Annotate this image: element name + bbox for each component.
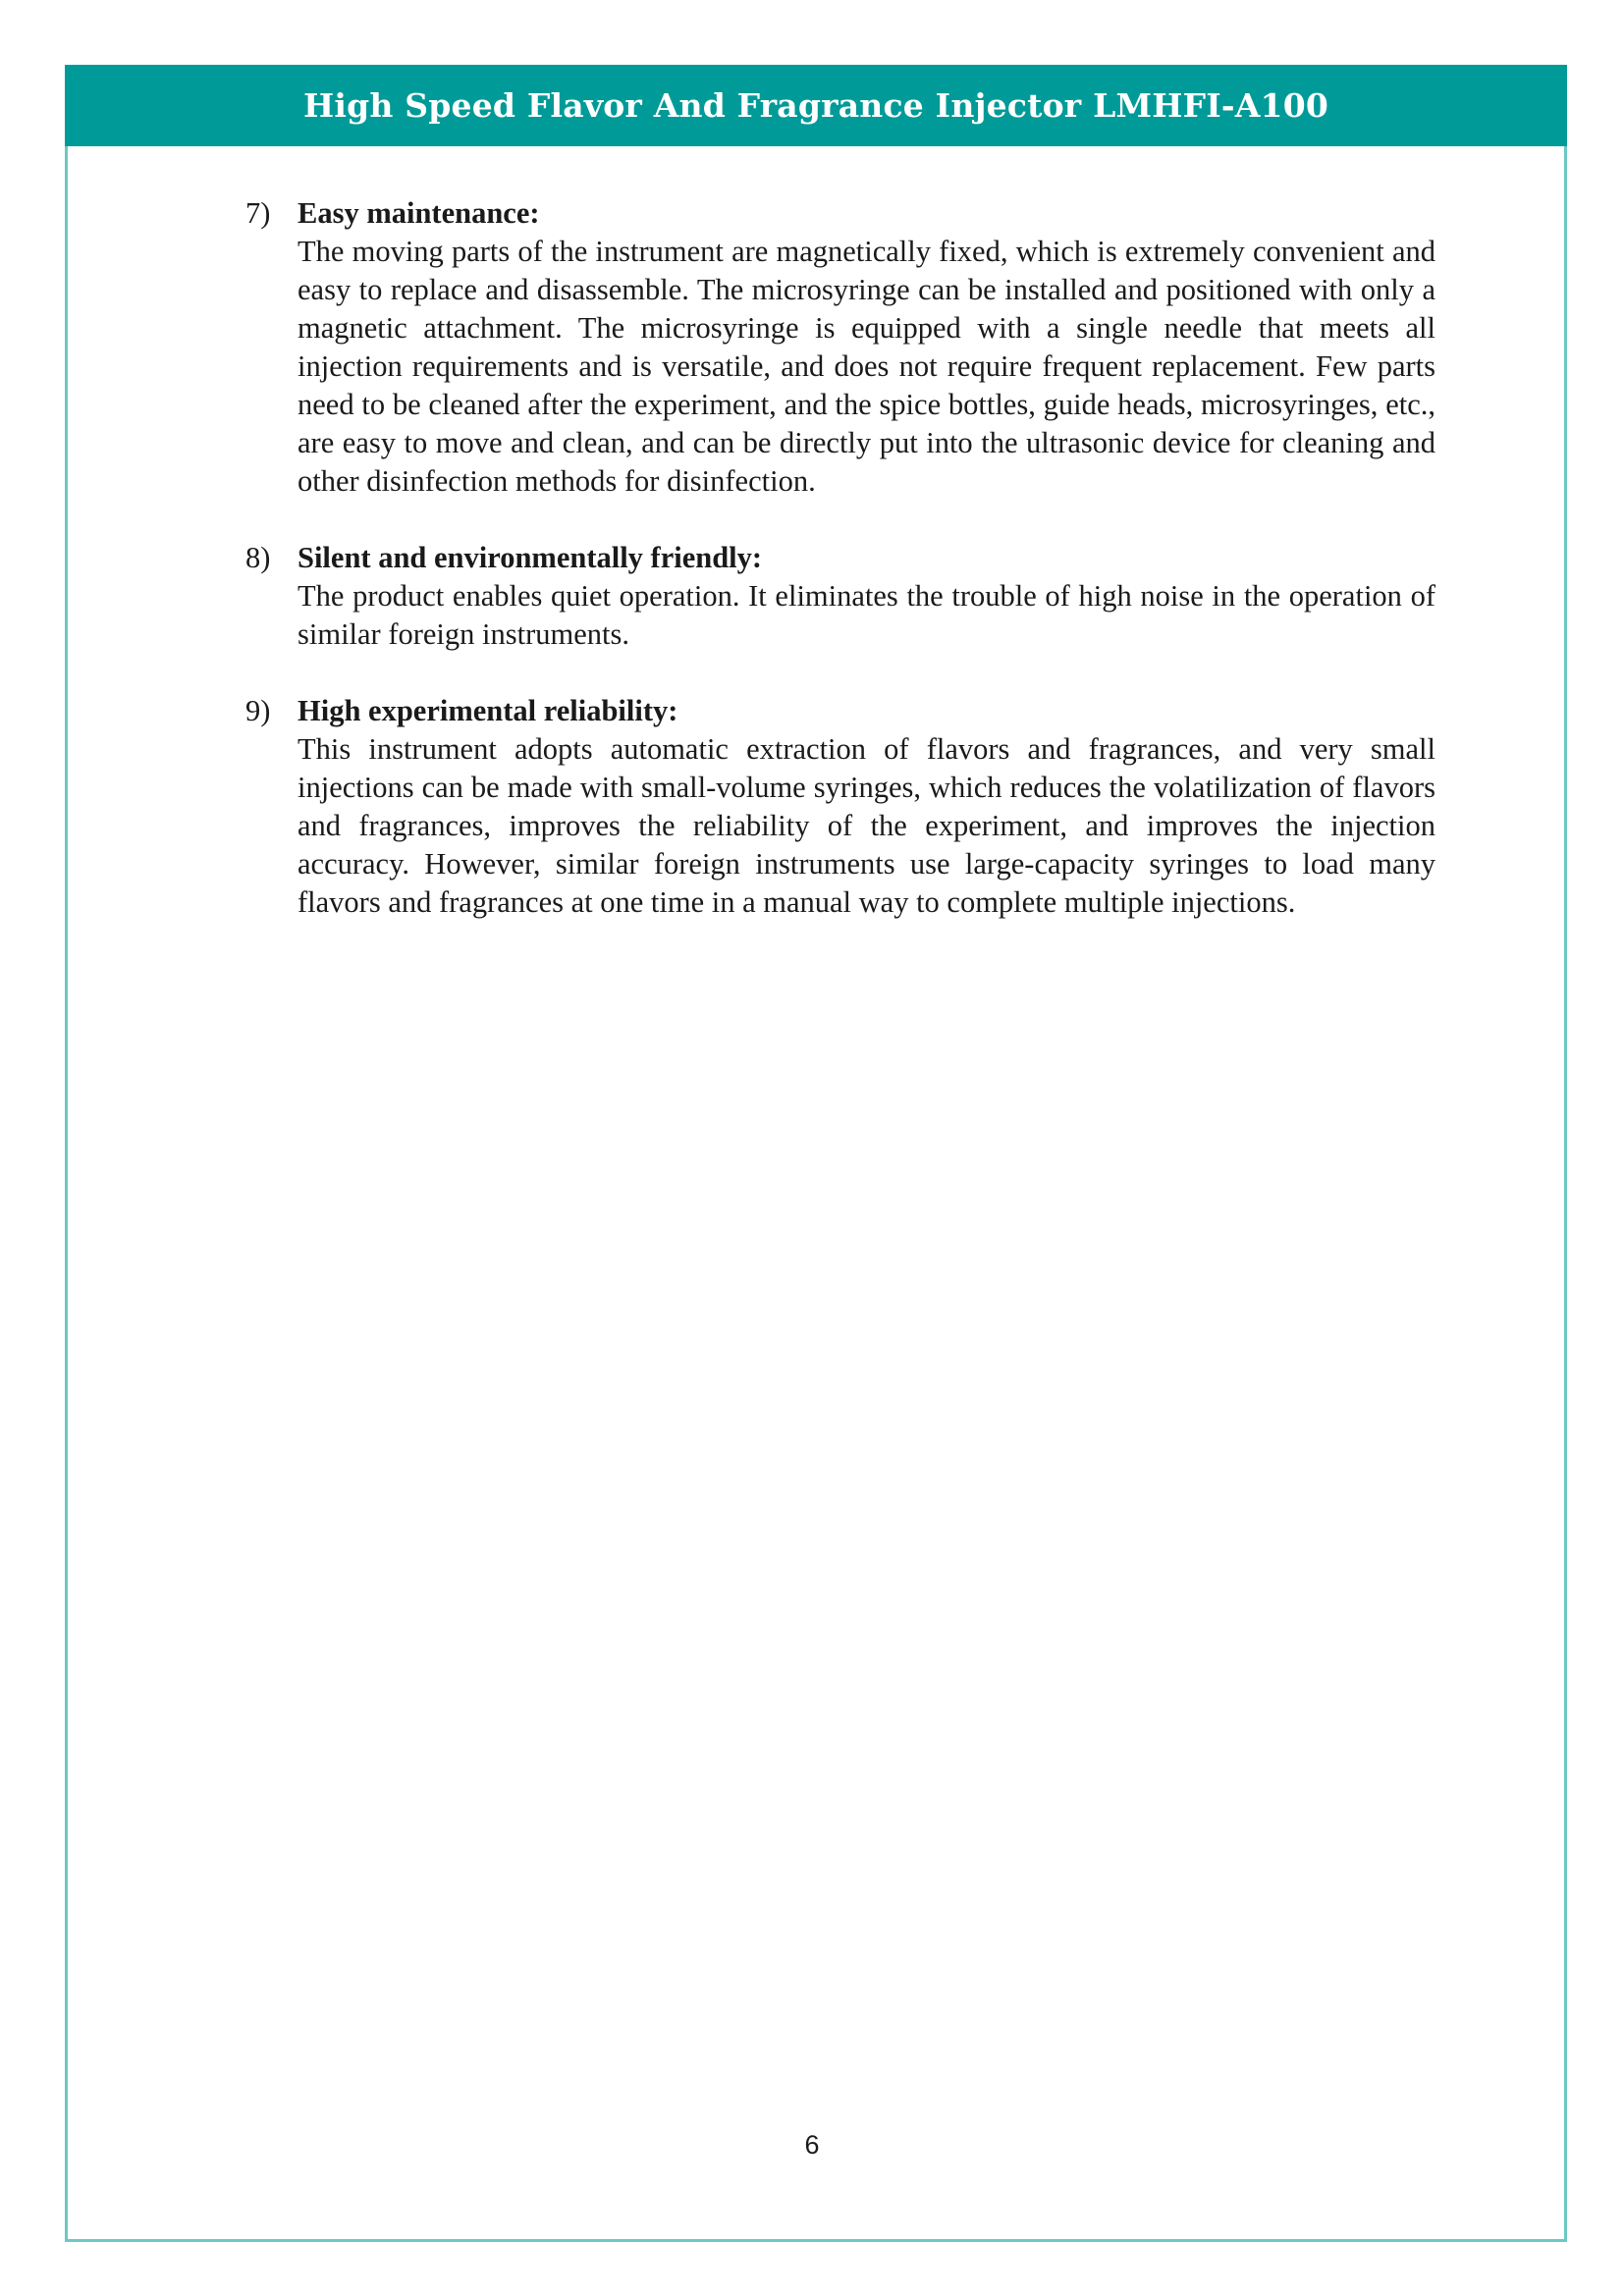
section-title: Easy maintenance: [298, 196, 540, 230]
section-number: 7) [245, 196, 271, 230]
section-heading [245, 194, 1435, 233]
page-number: 6 [804, 2130, 820, 2160]
section-heading [245, 692, 1435, 730]
section-title: High experimental reliability: [298, 694, 678, 727]
section-reliability [245, 692, 1435, 922]
document-title: High Speed Flavor And Fragrance Injector LMHFI-A100 [302, 86, 1329, 125]
section-title: Silent and environmentally friendly: [298, 541, 763, 574]
document-content [245, 194, 1435, 960]
section-body: The moving parts of the instrument are magnetically fixed, which is extremely convenient and easy to replace and disassemble. The microsyringe can be installed and positioned with only a magnetic attachment. The microsyringe is equipped with a single needle that meets all injection requirements and is versatile, and does not require frequent replacement. Few parts need to be cleaned after the experiment, and the spice bottles, guide heads, microsyringes, etc., are easy to move and clean, and can be directly put into the ultrasonic device for cleaning and other disinfection methods for disinfection. [298, 235, 1435, 498]
section-silent-friendly [245, 539, 1435, 654]
section-heading [245, 539, 1435, 577]
section-number: 8) [245, 541, 271, 574]
header-bar [65, 65, 1567, 146]
section-easy-maintenance [245, 194, 1435, 501]
section-body: This instrument adopts automatic extraction of flavors and fragrances, and very small injections can be made with small-volume syringes, which reduces the volatilization of flavors and fragrances, improves the reliability of the experiment, and improves the injection accuracy. However, similar foreign instruments use large-capacity syringes to load many flavors and fragrances at one time in a manual way to complete multiple injections. [298, 732, 1435, 919]
section-number: 9) [245, 694, 271, 727]
section-body: The product enables quiet operation. It eliminates the trouble of high noise in the operation of similar foreign instruments. [298, 579, 1435, 651]
